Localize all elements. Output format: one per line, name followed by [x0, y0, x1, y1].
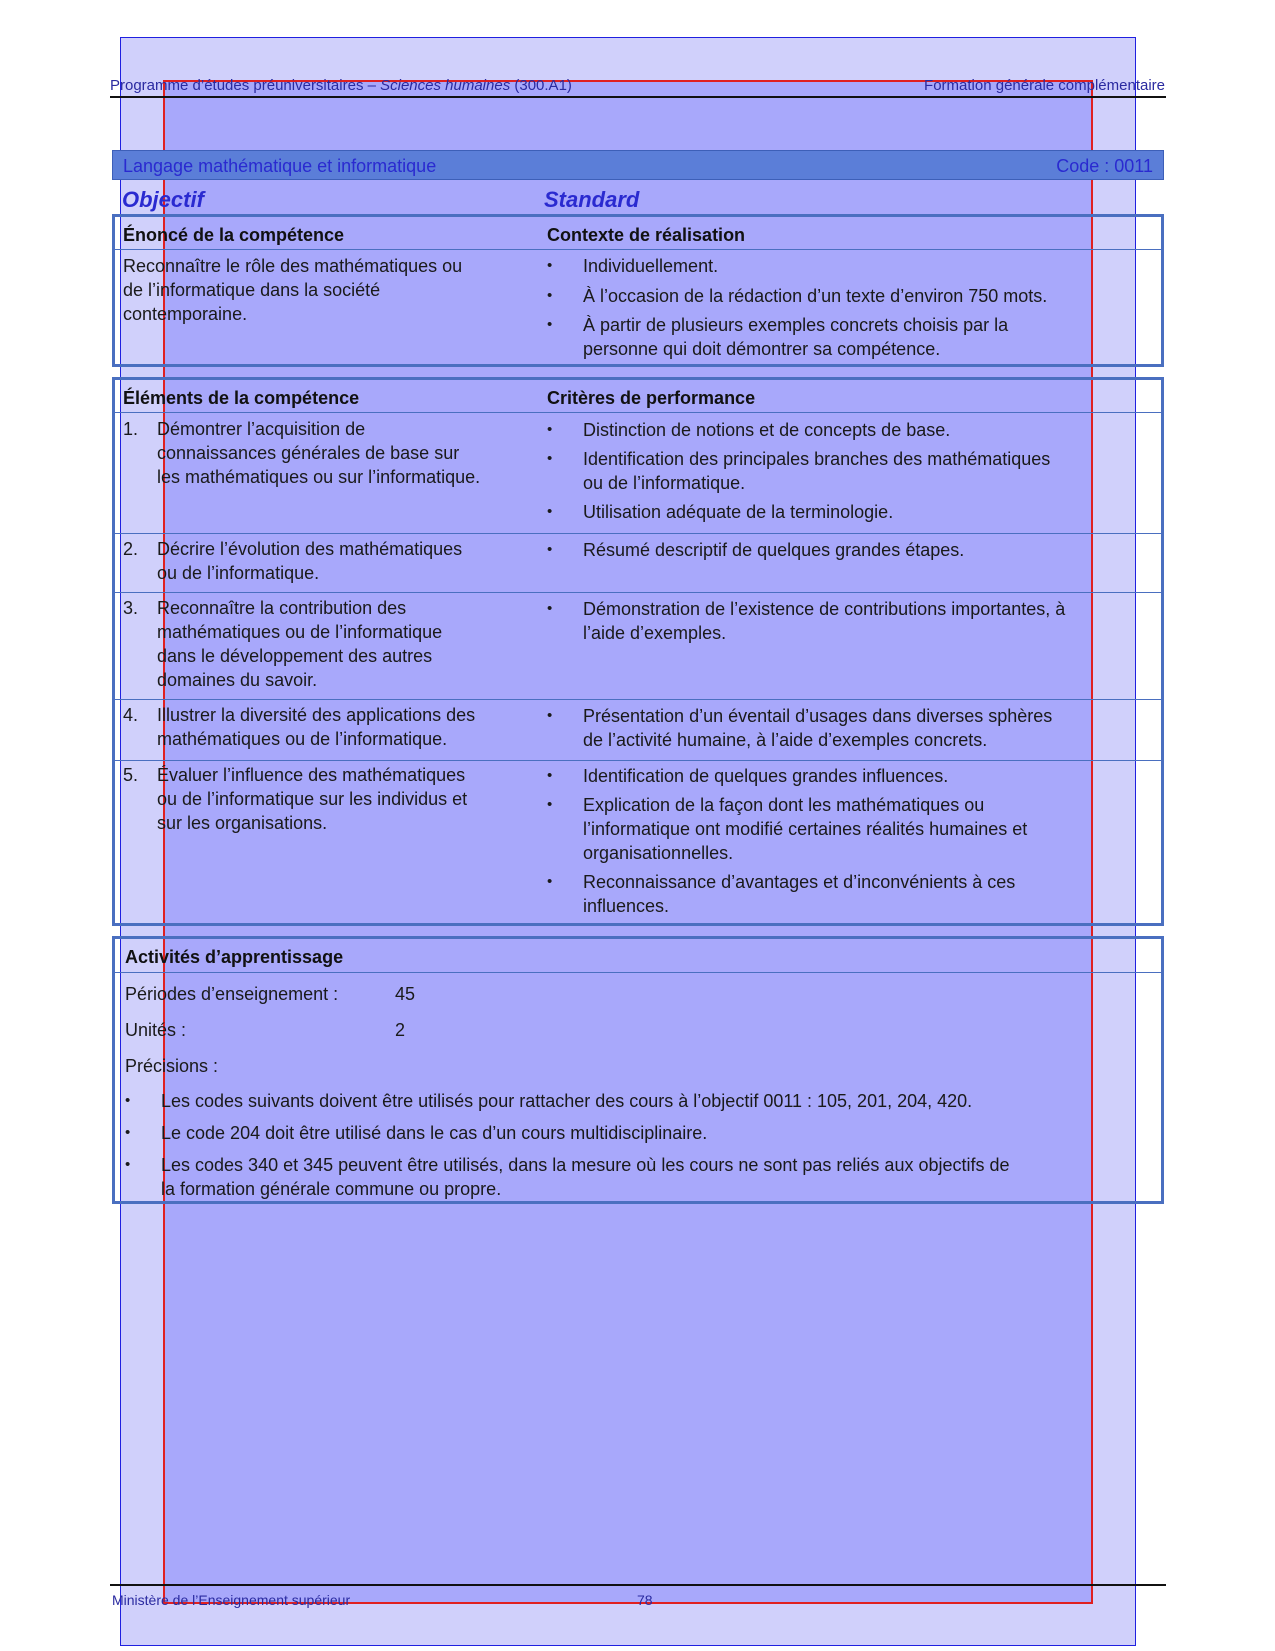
element-number: 1.	[123, 419, 139, 439]
competence-statement-line: contemporaine.	[123, 304, 248, 324]
criterion: Distinction de notions et de concepts de base.	[583, 420, 951, 440]
criterion-cont: l’informatique ont modifié certaines réalités humaines et	[583, 819, 1028, 839]
bullet-icon: •	[547, 450, 553, 467]
criterion: Résumé descriptif de quelques grandes étapes.	[583, 540, 965, 560]
element-text: les mathématiques ou sur l’informatique.	[157, 467, 481, 487]
row-divider	[115, 592, 1161, 593]
element-number: 4.	[123, 705, 139, 725]
bullet-icon: •	[125, 1124, 131, 1141]
criterion: Présentation d’un éventail d’usages dans diverses sphères	[583, 706, 1053, 726]
row-divider	[115, 533, 1161, 534]
criterion: Utilisation adéquate de la terminologie.	[583, 502, 894, 522]
competence-statement-title: Énoncé de la compétence	[123, 225, 345, 245]
objective-heading: Objectif	[122, 187, 204, 212]
criterion-cont: de l’activité humaine, à l’aide d’exemples concrets.	[583, 730, 988, 750]
precision-item: Le code 204 doit être utilisé dans le cas d’un cours multidisciplinaire.	[161, 1123, 708, 1143]
title-band	[112, 150, 1164, 180]
bullet-icon: •	[547, 873, 553, 890]
bullet-icon: •	[547, 796, 553, 813]
context-item: Individuellement.	[583, 256, 719, 276]
program-code: (300.A1)	[510, 77, 572, 94]
element-text: Démontrer l’acquisition de	[157, 419, 366, 439]
page-number: 78	[637, 1592, 653, 1608]
activities-title: Activités d’apprentissage	[125, 947, 344, 967]
element-text: connaissances générales de base sur	[157, 443, 460, 463]
course-code: Code : 0011	[1056, 156, 1153, 176]
periods-value: 45	[395, 984, 416, 1004]
header-rule	[110, 96, 1166, 98]
criterion: Explication de la façon dont les mathématiques ou	[583, 795, 985, 815]
criterion: Identification de quelques grandes influences.	[583, 766, 949, 786]
element-text: sur les organisations.	[157, 813, 328, 833]
program-field: Sciences humaines	[380, 77, 511, 94]
criterion-cont: ou de l’informatique.	[583, 473, 746, 493]
bullet-icon: •	[547, 707, 553, 724]
course-title: Langage mathématique et informatique	[123, 156, 437, 176]
competence-section	[112, 214, 1164, 367]
row-divider	[115, 699, 1161, 700]
units-label: Unités :	[125, 1020, 187, 1040]
element-number: 5.	[123, 765, 139, 785]
context-title: Contexte de réalisation	[547, 225, 746, 245]
competence-statement-line: Reconnaître le rôle des mathématiques ou	[123, 256, 463, 276]
bullet-icon: •	[547, 287, 553, 304]
precision-item-cont: la formation générale commune ou propre.	[161, 1179, 502, 1199]
element-text: domaines du savoir.	[157, 670, 318, 690]
criterion-cont: l’aide d’exemples.	[583, 623, 727, 643]
program-name: Programme d’études préuniversitaires –	[110, 77, 381, 94]
element-text: mathématiques ou de l’informatique	[157, 622, 443, 642]
section-divider	[115, 412, 1161, 413]
footer-ministry: Ministère de l’Enseignement supérieur	[112, 1592, 351, 1608]
competence-statement-line: de l’informatique dans la société	[123, 280, 381, 300]
bullet-icon: •	[547, 600, 553, 617]
precisions-label: Précisions :	[125, 1056, 219, 1076]
standard-heading: Standard	[544, 187, 640, 212]
criterion: Reconnaissance d’avantages et d’inconvénients à ces	[583, 872, 1016, 892]
criterion-cont: influences.	[583, 896, 670, 916]
element-number: 2.	[123, 539, 139, 559]
section-divider	[115, 249, 1161, 250]
running-header-right: Formation générale complémentaire	[924, 77, 1165, 94]
row-divider	[115, 760, 1161, 761]
bullet-icon: •	[547, 767, 553, 784]
bullet-icon: •	[547, 421, 553, 438]
elements-title: Éléments de la compétence	[123, 388, 360, 408]
context-item-cont: personne qui doit démontrer sa compétence.	[583, 339, 941, 359]
units-value: 2	[395, 1020, 406, 1040]
element-text: ou de l’informatique sur les individus et	[157, 789, 468, 809]
element-text: dans le développement des autres	[157, 646, 433, 666]
bullet-icon: •	[547, 541, 553, 558]
section-divider	[115, 972, 1161, 973]
criteria-title: Critères de performance	[547, 388, 756, 408]
bullet-icon: •	[547, 316, 553, 333]
footer-rule	[110, 1584, 1166, 1586]
bullet-icon: •	[547, 257, 553, 274]
element-number: 3.	[123, 598, 139, 618]
context-item: À partir de plusieurs exemples concrets choisis par la	[583, 315, 1009, 335]
element-text: ou de l’informatique.	[157, 563, 320, 583]
criterion: Démonstration de l’existence de contributions importantes, à	[583, 599, 1066, 619]
context-item: À l’occasion de la rédaction d’un texte d’environ 750 mots.	[583, 286, 1048, 306]
element-text: mathématiques ou de l’informatique.	[157, 729, 448, 749]
element-text: Évaluer l’influence des mathématiques	[157, 765, 466, 785]
bullet-icon: •	[547, 503, 553, 520]
element-text: Reconnaître la contribution des	[157, 598, 407, 618]
bullet-icon: •	[125, 1156, 131, 1173]
precision-item: Les codes suivants doivent être utilisés pour rattacher des cours à l’objectif 0011 : 105, 201, 204, 420.	[161, 1091, 973, 1111]
bullet-icon: •	[125, 1092, 131, 1109]
criterion: Identification des principales branches des mathématiques	[583, 449, 1051, 469]
element-text: Illustrer la diversité des applications des	[157, 705, 476, 725]
periods-label: Périodes d’enseignement :	[125, 984, 339, 1004]
criterion-cont: organisationnelles.	[583, 843, 734, 863]
element-text: Décrire l’évolution des mathématiques	[157, 539, 463, 559]
activities-section	[112, 936, 1164, 1204]
elements-section	[112, 377, 1164, 926]
running-header-left	[110, 77, 572, 94]
precision-item: Les codes 340 et 345 peuvent être utilisés, dans la mesure où les cours ne sont pas reliés aux objectifs de	[161, 1155, 1010, 1175]
